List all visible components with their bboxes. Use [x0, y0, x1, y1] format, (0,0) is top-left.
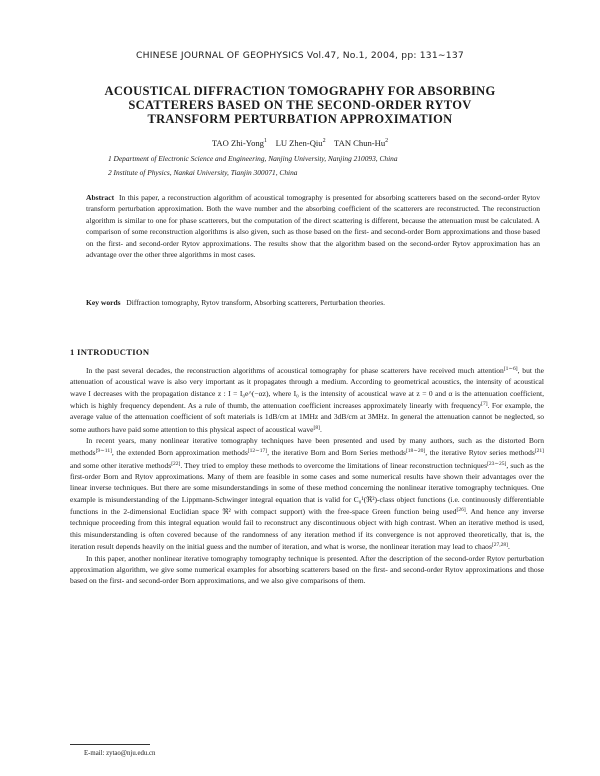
- text-run: . And hence any inverse technique proceeding from this integral equation would fail to reconstruct any discontinuous object with high contrast. When an iterative method is used, this misunderstanding is often covered because of the randomness of any iteration method if its convergence is not approved theoretically, that is, the iteration result depends heavily on the initial guess and the number of iteration, and what is worse, the nonlinear iteration may lead to chaos: [70, 507, 544, 552]
- author-1-affil: 1: [263, 138, 267, 145]
- paper-title: [60, 84, 540, 126]
- text-run: . They tried to employ these methods to overcome the limitations of linear reconstruction techniques: [180, 460, 488, 470]
- citation: [18∼20]: [405, 448, 426, 455]
- citation: [27,28]: [491, 542, 508, 549]
- text-run: .: [319, 424, 322, 434]
- paragraph-3: In this paper, another nonlinear iterative tomography tomography technique is presented. After the description of the second-order Rytov perturbation approximation algorithm, we give some numerical examples for absorbing scatterers based on the first- and second-order Rytov approximations and those based on the first- and second-order Born approximations, and we also give comparisons of them.: [70, 553, 544, 586]
- text-run: , the extended Born approximation methods: [111, 448, 248, 458]
- author-2-affil: 2: [322, 138, 326, 145]
- citation: [26]: [456, 507, 466, 514]
- text-run: . For example, the average value of the attenuation coefficient of soft materials is 1dB/cm at 1MHz and 3dB/cm at 3MHz. In general the attenuation cannot be neglected, so some authors have paid some attention to this physical aspect of acoustical wave: [70, 401, 545, 434]
- citation: [23∼25]: [487, 460, 507, 467]
- author-2: LU Zhen-Qiu: [275, 138, 323, 148]
- abstract: [86, 192, 540, 260]
- text-run: In the past several decades, the reconstruction algorithms of acoustical tomography for phase scatterers have received much attention: [86, 366, 504, 375]
- citation: [8]: [313, 424, 320, 431]
- keywords-text: Diffraction tomography, Rytov transform, Absorbing scatterers, Perturbation theories.: [126, 298, 386, 307]
- footnote-email: E-mail: zytao@nju.edu.cn: [84, 750, 156, 757]
- author-list: [0, 138, 600, 148]
- affiliation-1: 1 Department of Electronic Science and Engineering, Nanjing University, Nanjing 210093, China: [108, 154, 398, 163]
- journal-header: CHINESE JOURNAL OF GEOPHYSICS Vol.47, No.1, 2004, pp: 131∼137: [136, 50, 464, 61]
- text-run: , the iterative Rytov series methods: [425, 448, 535, 458]
- citation: [7]: [481, 401, 488, 408]
- paragraph-2: [70, 435, 544, 552]
- title-line-2: SCATTERERS BASED ON THE SECOND-ORDER RYTOV: [128, 98, 472, 112]
- author-1: TAO Zhi-Yong: [211, 138, 264, 148]
- text-run: , the iterative Born and Born Series methods: [267, 448, 406, 458]
- citation: [22]: [171, 460, 181, 467]
- author-3-affil: 2: [385, 138, 389, 145]
- text-run: , but the attenuation of acoustical wave is also very important as it propagates through a medium. According to geometrical acoustics, the intensity of acoustical wave I decreases with the propagation distance z : I = I₀e^(−αz), where I₀ is the intensity of acoustical wave at z = 0 and α is the attenuation coefficient, which is highly frequency dependent. As a rule of thumb, the attenuation coefficient increases approximately linearly with frequency: [70, 366, 544, 411]
- introduction-body: [70, 364, 544, 587]
- citation: [21]: [534, 448, 544, 455]
- title-line-3: TRANSFORM PERTURBATION APPROXIMATION: [147, 112, 453, 126]
- keywords: [86, 298, 540, 307]
- citation: [1∼6]: [503, 366, 518, 372]
- title-line-1: ACOUSTICAL DIFFRACTION TOMOGRAPHY FOR ABSORBING: [104, 84, 496, 98]
- keywords-label: Key words: [86, 298, 121, 307]
- text-run: .: [507, 542, 510, 552]
- abstract-text: In this paper, a reconstruction algorithm of acoustical tomography is presented for absorbing scatterers based on the second-order Rytov transform perturbation approximation. Both the wave number and the absorbing coefficient of the scatterers are reconstructed. The reconstruction algorithm is similar to one for phase scatterers, but the computation of the direct scattering is different, because the attenuation must be calculated. A comparison of some reconstruction algorithms is also given, such as those based on the first- and second-order Born approximations and those based on the first- and second-order Rytov approximations. The results show that the algorithm based on the second-order Rytov approximation has an advantage over the other three algorithms in most cases.: [86, 193, 540, 260]
- citation: [12∼17]: [247, 448, 268, 455]
- citation: [9∼11]: [95, 448, 112, 455]
- section-heading: 1 INTRODUCTION: [70, 347, 150, 357]
- affiliation-2: 2 Institute of Physics, Nankai University, Tianjin 300071, China: [108, 168, 298, 177]
- paragraph-1: [70, 364, 544, 435]
- text-run: , such as the first-order Born and Rytov approximations. Many of them are feasible in some cases and some numerical results have shown their advantages over the linear inverse techniques. But there are some misunderstandings in some of these method concerning the nonlinear iterative tomography techniques. One example is misunderstanding of the Lippmann-Schwinger integral equation that is valid for C₀¹(ℜ²)-class object functions (i.e. continuously differentiable functions in the 2-dimensional Euclidian space ℜ² with compact support) with the free-space Green function being used: [70, 460, 544, 517]
- abstract-label: Abstract: [86, 193, 115, 202]
- author-3: TAN Chun-Hu: [334, 138, 386, 148]
- text-run: In recent years, many nonlinear iterative tomography techniques have been presented and used by many authors, such as the distorted Born methods: [70, 436, 544, 458]
- text-run: and some other iterative methods: [70, 460, 172, 470]
- footnote-rule: [70, 744, 150, 745]
